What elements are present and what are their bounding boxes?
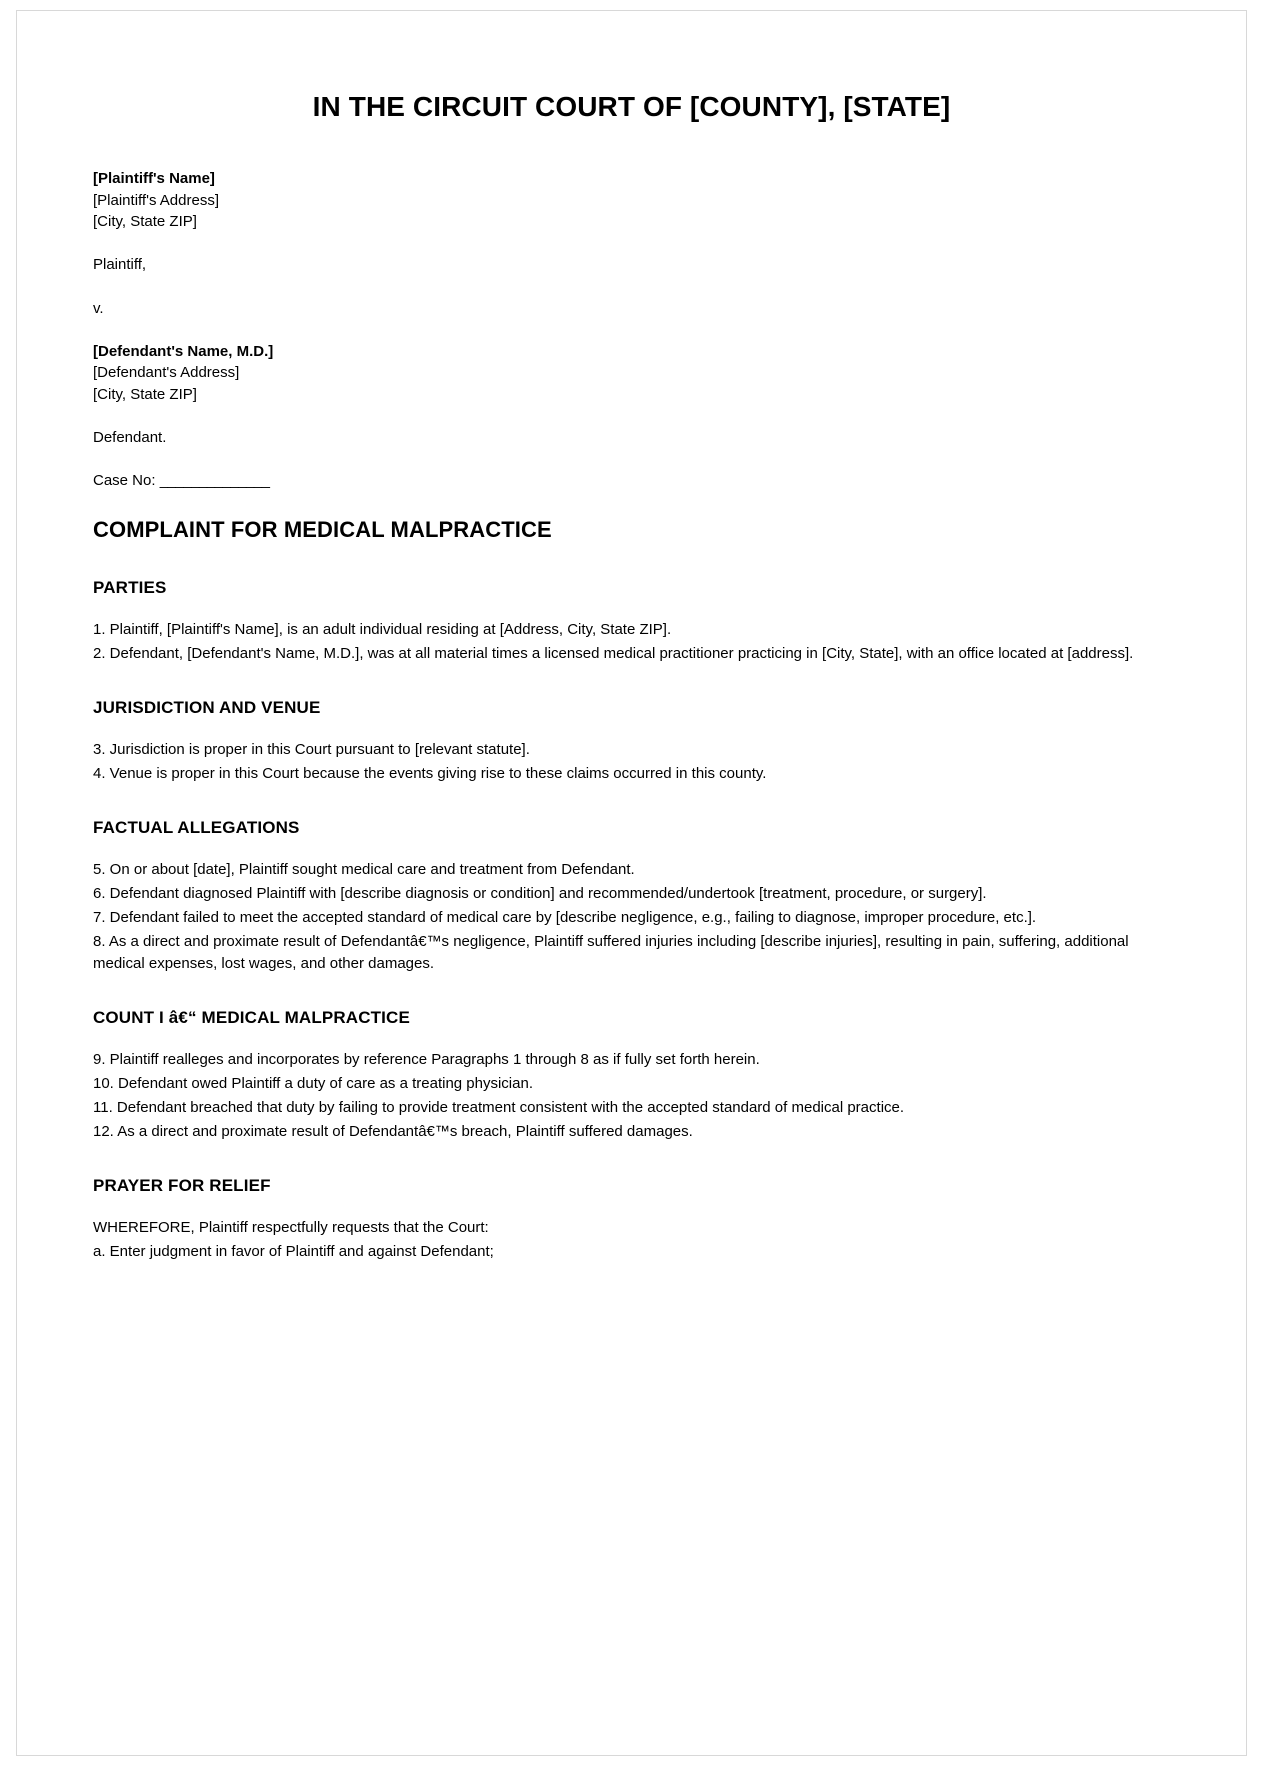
section-heading-prayer-for-relief: PRAYER FOR RELIEF (93, 1175, 271, 1195)
caption-spacer-5 (93, 449, 1170, 471)
defendant-city-state-zip: [City, State ZIP] (93, 385, 197, 403)
plaintiff-role-label: Plaintiff, (93, 256, 147, 274)
paragraph-6: 6. Defendant diagnosed Plaintiff with [describe diagnosis or condition] and recommended/undertook [treatment, procedure, or surgery]. (93, 884, 987, 902)
case-number-line (93, 470, 1170, 492)
paragraph-3: 3. Jurisdiction is proper in this Court pursuant to [relevant statute]. (93, 740, 530, 758)
prayer-item-a: a. Enter judgment in favor of Plaintiff and against Defendant; (93, 1242, 494, 1260)
defendant-name: [Defendant's Name, M.D.] (93, 342, 274, 360)
paragraph-2: 2. Defendant, [Defendant's Name, M.D.], was at all material times a licensed medical practitioner practicing in [City, State], with an office located at [address]. (93, 644, 1134, 662)
caption-spacer-3 (93, 319, 1170, 341)
section-heading-count-i: COUNT I â€“ MEDICAL MALPRACTICE (93, 1007, 410, 1027)
complaint-heading: COMPLAINT FOR MEDICAL MALPRACTICE (93, 516, 552, 542)
section-heading-jurisdiction-and-venue: JURISDICTION AND VENUE (93, 697, 321, 717)
caption-defendant-block (93, 341, 1170, 406)
case-number-label: Case No: (93, 472, 156, 490)
paragraph-7: 7. Defendant failed to meet the accepted standard of medical care by [describe negligence, e.g., failing to diagnose, improper procedure, etc.]. (93, 908, 1037, 926)
plaintiff-address: [Plaintiff's Address] (93, 191, 219, 209)
paragraph-9: 9. Plaintiff realleges and incorporates by reference Paragraphs 1 through 8 as if fully set forth herein. (93, 1050, 760, 1068)
page-title: IN THE CIRCUIT COURT OF [COUNTY], [STATE] (312, 91, 951, 122)
caption-spacer-4 (93, 406, 1170, 428)
caption-plaintiff-block (93, 168, 1170, 233)
paragraph-5: 5. On or about [date], Plaintiff sought medical care and treatment from Defendant. (93, 860, 635, 878)
defendant-address: [Defendant's Address] (93, 364, 240, 382)
paragraph-10: 10. Defendant owed Plaintiff a duty of care as a treating physician. (93, 1074, 533, 1092)
paragraph-4: 4. Venue is proper in this Court because the events giving rise to these claims occurred in this county. (93, 764, 767, 782)
paragraph-11: 11. Defendant breached that duty by failing to provide treatment consistent with the accepted standard of medical practice. (93, 1098, 905, 1116)
paragraph-8: 8. As a direct and proximate result of Defendantâ€™s negligence, Plaintiff suffered injuries including [describe injuries], resulting in pain, suffering, additional medical expenses, lost wages, and other damages. (93, 932, 1129, 972)
document-content-area (17, 11, 1246, 1260)
caption-spacer-1 (93, 233, 1170, 255)
defendant-role-label: Defendant. (93, 429, 167, 447)
caption-spacer-2 (93, 276, 1170, 298)
prayer-intro: WHEREFORE, Plaintiff respectfully requests that the Court: (93, 1218, 489, 1236)
paragraph-12: 12. As a direct and proximate result of Defendantâ€™s breach, Plaintiff suffered damages. (93, 1122, 693, 1140)
plaintiff-name: [Plaintiff's Name] (93, 170, 215, 187)
versus-label: v. (93, 299, 104, 317)
section-heading-parties: PARTIES (93, 577, 167, 597)
document-page (16, 10, 1247, 1756)
plaintiff-city-state-zip: [City, State ZIP] (93, 213, 197, 231)
case-number-blank: ______________ (159, 472, 270, 490)
section-heading-factual-allegations: FACTUAL ALLEGATIONS (93, 817, 300, 837)
paragraph-1: 1. Plaintiff, [Plaintiff's Name], is an adult individual residing at [Address, City, State ZIP]. (93, 620, 672, 638)
